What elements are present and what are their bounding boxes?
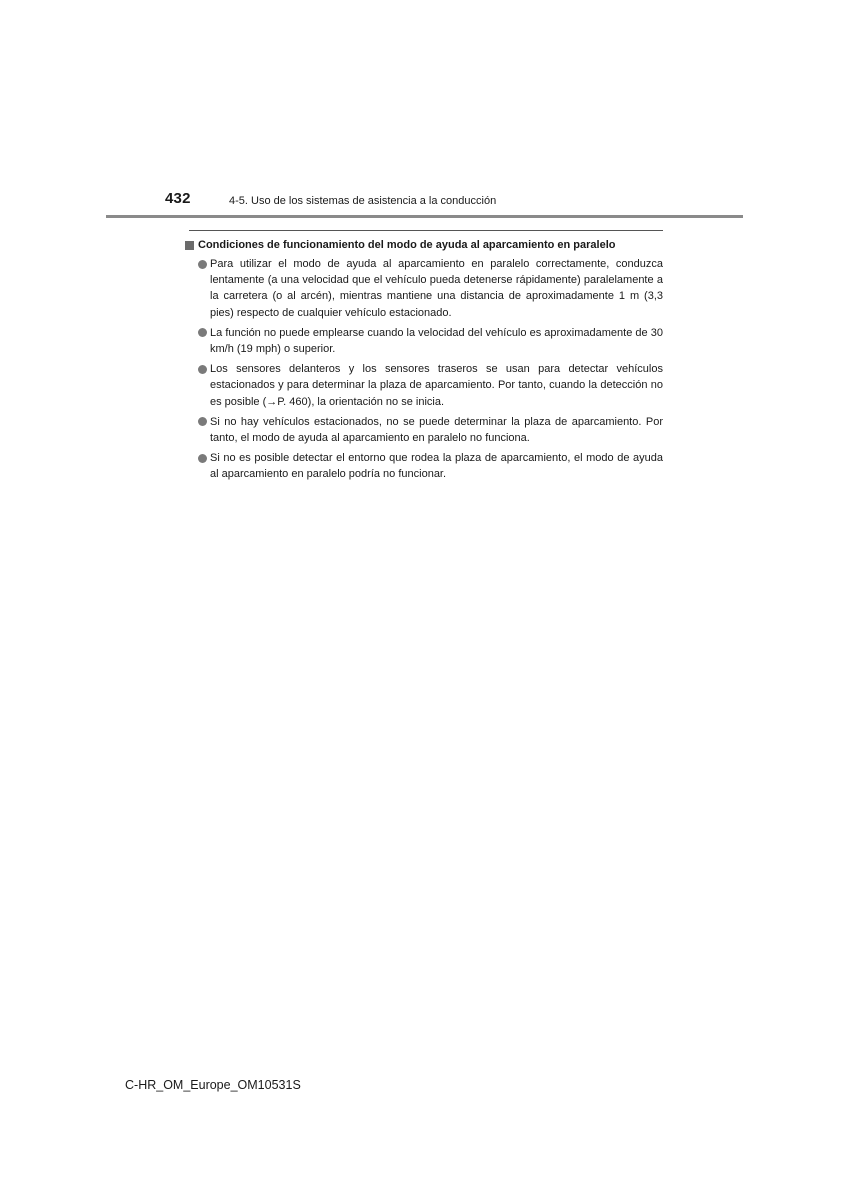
section-divider — [189, 230, 663, 231]
page-number: 432 — [165, 190, 191, 207]
list-item — [185, 450, 663, 482]
list-item — [185, 361, 663, 410]
list-item-text: La función no puede emplearse cuando la velocidad del vehículo es aproximadamente de 30 km/h (19 mph) o superior. — [210, 326, 663, 356]
list-item — [185, 256, 663, 321]
bullet-dot-icon — [198, 454, 207, 463]
section-heading — [185, 238, 663, 252]
operating-conditions-section — [185, 230, 663, 487]
list-item-text: Si no hay vehículos estacionados, no se puede determinar la plaza de aparcamiento. Por tanto, el modo de ayuda al aparcamiento en paralelo no funciona. — [210, 415, 663, 445]
chapter-title: 4-5. Uso de los sistemas de asistencia a la conducción — [229, 195, 497, 207]
document-code: C-HR_OM_Europe_OM10531S — [125, 1078, 301, 1092]
section-heading-text: Condiciones de funcionamiento del modo de ayuda al aparcamiento en paralelo — [198, 239, 616, 251]
list-item — [185, 325, 663, 357]
bullet-dot-icon — [198, 417, 207, 426]
bullet-dot-icon — [198, 260, 207, 269]
list-item-text-start: Los sensores delanteros y los sensores traseros se usan para detectar vehículos estacionados y para determinar la plaza de aparcamiento. Por tanto, cuando la detección no es posible ( — [210, 363, 663, 408]
bullet-dot-icon — [198, 365, 207, 374]
list-item-text: Si no es posible detectar el entorno que rodea la plaza de aparcamiento, el modo de ayuda al aparcamiento en paralelo podría no funcionar. — [210, 452, 663, 481]
list-item-text: Para utilizar el modo de ayuda al aparcamiento en paralelo correctamente, conduzca lentamente (a una velocidad que el vehículo pueda detenerse rápidamente) paralelamente a la carretera (o al arcén), mientras mantiene una distancia de aproximadamente 1 m (3,3 pies) respecto de cualquier vehículo estacionado. — [210, 258, 663, 319]
list-item — [185, 414, 663, 446]
conditions-list — [185, 256, 663, 483]
bullet-dot-icon — [198, 328, 207, 337]
page-reference-text: P. 460), la orientación no se inicia. — [277, 395, 445, 408]
square-bullet-icon — [185, 241, 194, 250]
header-divider — [106, 215, 743, 218]
page-reference-arrow-icon: → — [266, 395, 278, 408]
